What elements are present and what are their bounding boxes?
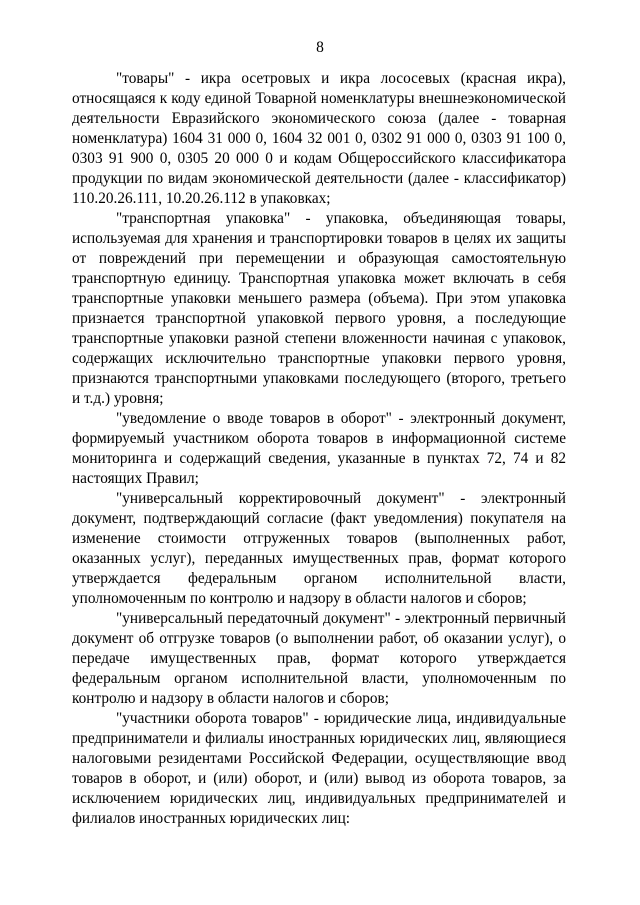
- definition-universal-transfer-document: "универсальный передаточный документ" - электронный первичный документ об отгрузке товаров (о выполнении работ, об оказании услуг), о передаче имущественных прав, формат которого утверждается федеральным органом исполнительной власти, уполномоченным по контролю и надзору в области налогов и сборов;: [72, 610, 566, 707]
- document-body: [72, 69, 566, 829]
- definition-notification-of-goods-introduction: "уведомление о вводе товаров в оборот" - электронный документ, формируемый участником оборота товаров в информационной системе мониторинга и содержащий сведения, указанные в пунктах 72, 74 и 82 настоящих Правил;: [72, 410, 566, 487]
- definition-goods-turnover-participants: "участники оборота товаров" - юридические лица, индивидуальные предприниматели и филиалы иностранных юридических лиц, являющиеся налоговыми резидентами Российской Федерации, осуществляющие ввод товаров в оборот, и (или) оборот, и (или) вывод из оборота товаров, за исключением юридических лиц, индивидуальных предпринимателей и филиалов иностранных юридических лиц:: [72, 710, 566, 827]
- definition-universal-correction-document: "универсальный корректировочный документ" - электронный документ, подтверждающий согласие (факт уведомления) покупателя на изменение стоимости отгруженных товаров (выполненных работ, оказанных услуг), переданных имущественных прав, формат которого утверждается федеральным органом исполнительной власти, уполномоченным по контролю и надзору в области налогов и сборов;: [72, 490, 566, 607]
- definition-goods: "товары" - икра осетровых и икра лососевых (красная икра), относящаяся к коду единой Товарной номенклатуры внешнеэкономической деятельности Евразийского экономического союза (далее - товарная номенклатура) 1604 31 000 0, 1604 32 001 0, 0302 91 000 0, 0303 91 100 0, 0303 91 900 0, 0305 20 000 0 и кодам Общероссийского классификатора продукции по видам экономической деятельности (далее - классификатор) 110.20.26.111, 10.20.26.112 в упаковках;: [72, 70, 566, 207]
- definition-transport-packaging: "транспортная упаковка" - упаковка, объединяющая товары, используемая для хранения и транспортировки товаров в целях их защиты от повреждений при перемещении и образующая самостоятельную транспортную единицу. Транспортная упаковка может включать в себя транспортные упаковки меньшего размера (объема). При этом упаковка признается транспортной упаковкой первого уровня, а последующие транспортные упаковки разной степени вложенности начиная с упаковок, содержащих исключительно транспортные упаковки первого уровня, признаются транспортными упаковками последующего (второго, третьего и т.д.) уровня;: [72, 210, 566, 407]
- page-number: 8: [316, 39, 324, 56]
